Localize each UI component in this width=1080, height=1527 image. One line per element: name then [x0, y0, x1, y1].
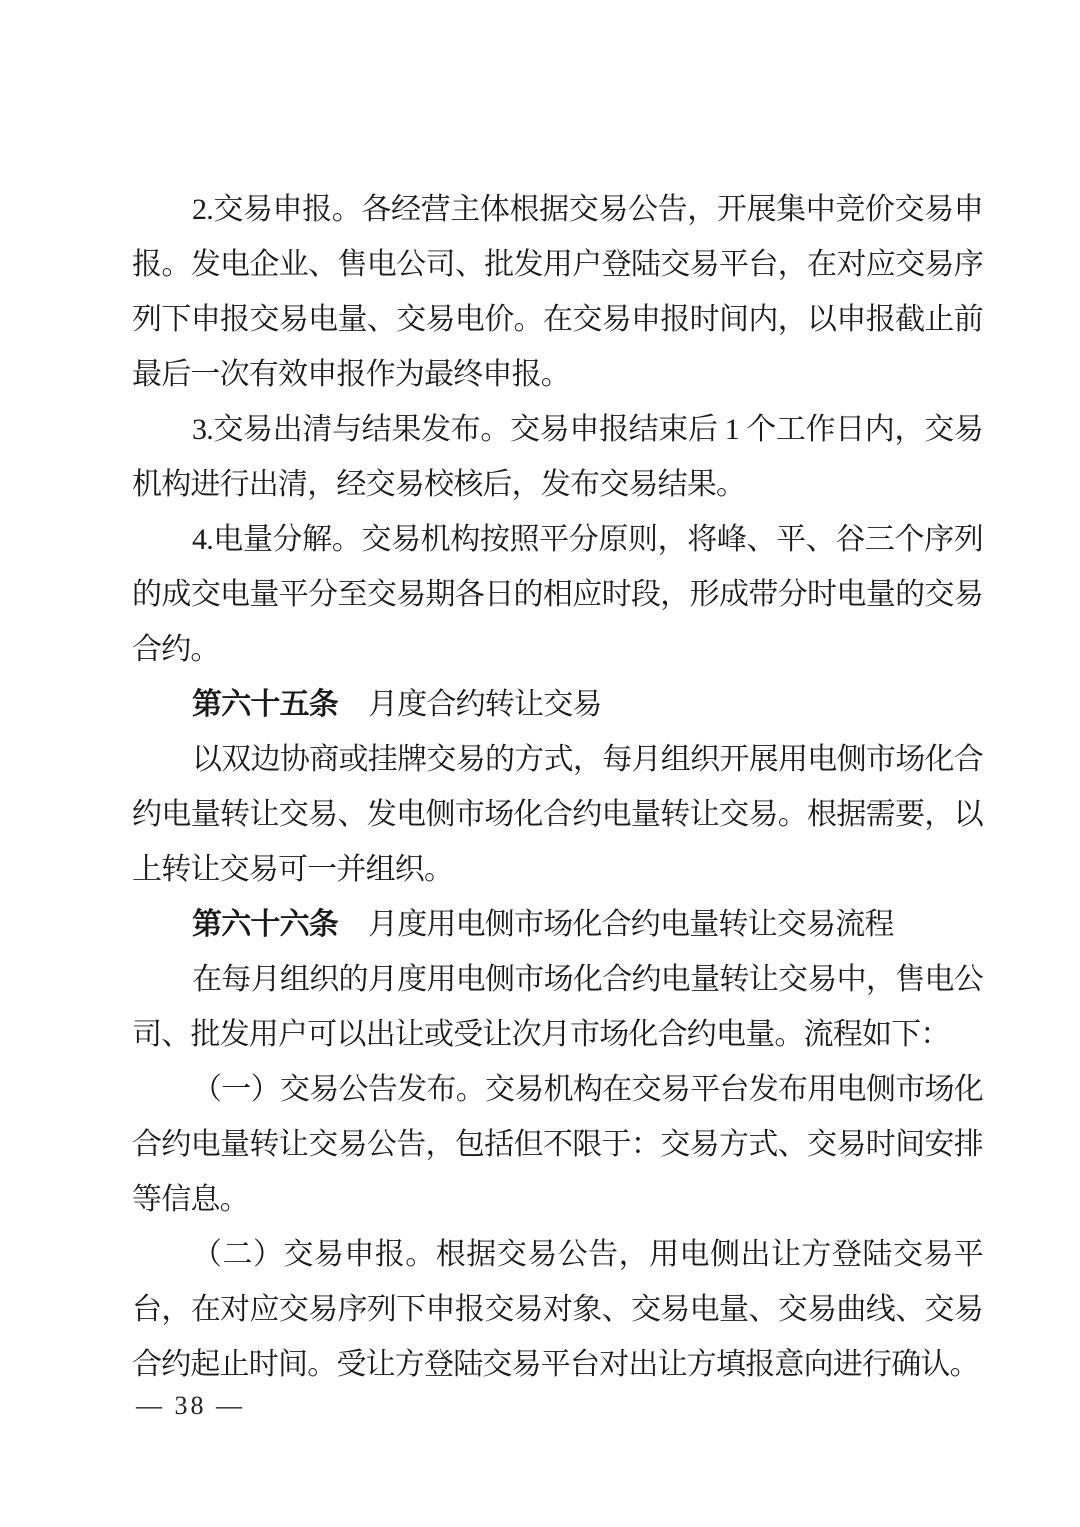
article-number: 第六十六条 — [192, 908, 338, 941]
body-paragraph-clearing-results: 3.交易出清与结果发布。交易申报结束后 1 个工作日内，交易机构进行出清，经交易校核后，发布交易结果。 — [132, 413, 983, 501]
article-heading-66 — [132, 897, 983, 952]
body-paragraph-energy-decomposition: 4.电量分解。交易机构按照平分原则，将峰、平、谷三个序列的成交电量平分至交易期各日的相应时段，形成带分时电量的交易合约。 — [132, 523, 983, 666]
page-number: — 38 — — [136, 1391, 245, 1420]
page-footer — [136, 1390, 245, 1422]
body-paragraph-step-one-announcement: （一）交易公告发布。交易机构在交易平台发布用电侧市场化合约电量转让交易公告，包括但不限于：交易方式、交易时间安排等信息。 — [132, 1073, 983, 1216]
article-title: 月度合约转让交易 — [368, 688, 602, 721]
body-paragraph-monthly-transfer: 以双边协商或挂牌交易的方式，每月组织开展用电侧市场化合约电量转让交易、发电侧市场化合约电量转让交易。根据需要，以上转让交易可一并组织。 — [132, 743, 983, 886]
document-body — [132, 182, 983, 1392]
article-heading-65 — [132, 677, 983, 732]
body-paragraph-trade-declaration: 2.交易申报。各经营主体根据交易公告，开展集中竞价交易申报。发电企业、售电公司、批发用户登陆交易平台，在对应交易序列下申报交易电量、交易电价。在交易申报时间内，以申报截止前最后一次有效申报作为最终申报。 — [132, 193, 983, 391]
article-title: 月度用电侧市场化合约电量转让交易流程 — [368, 908, 894, 941]
body-paragraph-step-two-declaration: （二）交易申报。根据交易公告，用电侧出让方登陆交易平台，在对应交易序列下申报交易对象、交易电量、交易曲线、交易合约起止时间。受让方登陆交易平台对出让方填报意向进行确认。 — [132, 1238, 983, 1381]
article-number: 第六十五条 — [192, 688, 338, 721]
body-paragraph-transfer-process-intro: 在每月组织的月度用电侧市场化合约电量转让交易中，售电公司、批发用户可以出让或受让次月市场化合约电量。流程如下： — [132, 963, 983, 1051]
